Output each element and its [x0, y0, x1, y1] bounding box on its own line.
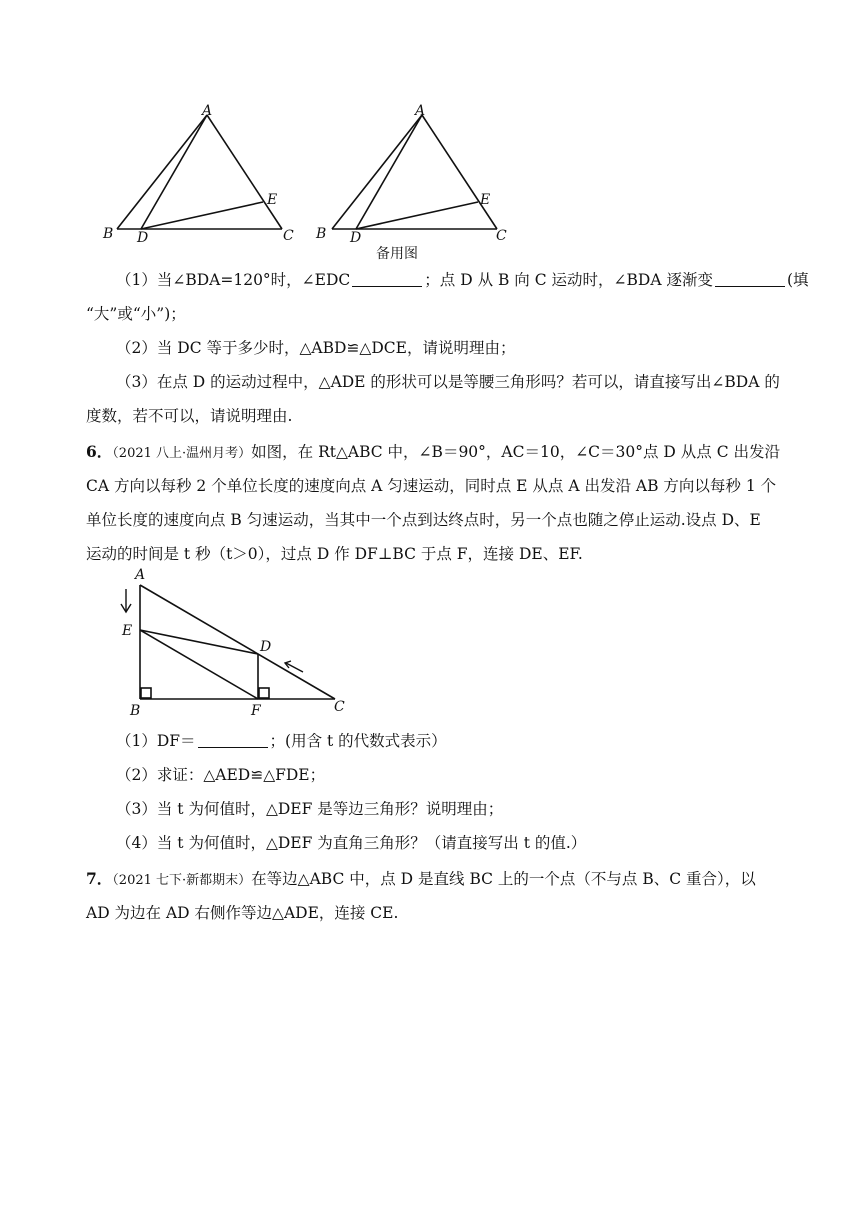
segment-ad	[141, 115, 207, 229]
label-e: E	[122, 623, 133, 639]
q6-part3: （3）当 t 为何值时，△DEF 是等边三角形？说明理由；	[116, 800, 504, 818]
label-a: A	[135, 567, 146, 583]
q6-number: 6．	[86, 442, 113, 461]
label-d: D	[260, 639, 272, 655]
segment-ef	[140, 630, 258, 699]
q6-stem-line1: 6．（2021 八上·温州月考）如图，在 Rt△ABC 中，∠B＝90°，AC＝10，∠C＝30°点 D 从点 C 出发沿	[86, 442, 781, 461]
q6-stem-line3: 单位长度的速度向点 B 匀速运动，当其中一个点到达终点时，另一个点也随之停止运动.设点 D、E	[86, 511, 761, 529]
q5-part3-line2: 度数，若不可以，请说明理由.	[86, 407, 293, 425]
right-angle-f	[259, 688, 269, 698]
label-e: E	[480, 192, 491, 208]
answer-blank-edc[interactable]	[352, 270, 422, 287]
label-c: C	[496, 228, 507, 244]
q6-stem-line2: CA 方向以每秒 2 个单位长度的速度向点 A 匀速运动，同时点 E 从点 A 出发沿 AB 方向以每秒 1 个	[86, 477, 777, 495]
label-d: D	[137, 230, 149, 246]
q7-source: （2021 七下·新都期末）	[112, 873, 252, 888]
figure-right-triangle-abc	[110, 565, 360, 720]
q6-part2: （2）求证：△AED≌△FDE；	[116, 766, 326, 784]
label-b: B	[316, 226, 327, 242]
label-b: B	[103, 226, 114, 242]
q7-number: 7．	[86, 869, 113, 888]
label-c: C	[283, 228, 294, 244]
figure-caption: 备用图	[376, 246, 418, 262]
figure-triangle-abc-2	[310, 100, 520, 262]
q6-source: （2021 八上·温州月考）	[112, 446, 252, 461]
label-f: F	[251, 703, 261, 719]
arrow-up-left-icon	[285, 661, 303, 672]
q5-part2: （2）当 DC 等于多少时，△ABD≌△DCE，请说明理由；	[116, 339, 516, 357]
right-angle-b	[141, 688, 151, 698]
segment-ac	[140, 585, 335, 699]
q5-part3-line1: （3）在点 D 的运动过程中，△ADE 的形状可以是等腰三角形吗？若可以，请直接写出∠BDA 的	[116, 373, 780, 391]
answer-blank-df[interactable]	[198, 731, 268, 748]
q7-stem-line1: 7．（2021 七下·新都期末）在等边△ABC 中，点 D 是直线 BC 上的一个点（不与点 B、C 重合），以	[86, 869, 756, 888]
q5-part1-line1: （1）当∠BDA=120°时，∠EDC ；点 D 从 B 向 C 运动时，∠BDA 逐渐变 (填	[116, 271, 809, 289]
segment-de	[356, 202, 478, 229]
arrow-down-icon	[121, 589, 131, 612]
figure-triangle-abc-1	[95, 100, 305, 248]
label-c: C	[334, 699, 345, 715]
q6-stem-line4: 运动的时间是 t 秒（t＞0），过点 D 作 DF⊥BC 于点 F，连接 DE、EF.	[86, 545, 583, 563]
segment-ab	[117, 115, 207, 229]
label-b: B	[130, 703, 141, 719]
segment-ad	[356, 115, 422, 229]
label-a: A	[415, 103, 426, 119]
label-a: A	[202, 103, 213, 119]
q6-part1: （1）DF＝ ；(用含 t 的代数式表示）	[116, 732, 447, 750]
q7-stem-line2: AD 为边在 AD 右侧作等边△ADE，连接 CE.	[86, 904, 399, 922]
segment-ed	[140, 630, 258, 654]
q6-part4: （4）当 t 为何值时，△DEF 为直角三角形？（请直接写出 t 的值.）	[116, 834, 587, 852]
answer-blank-trend[interactable]	[715, 270, 785, 287]
q5-part1-line2: “大”或“小”)；	[86, 305, 186, 323]
segment-ab	[332, 115, 422, 229]
label-d: D	[350, 230, 362, 246]
label-e: E	[267, 192, 278, 208]
segment-de	[141, 202, 263, 229]
